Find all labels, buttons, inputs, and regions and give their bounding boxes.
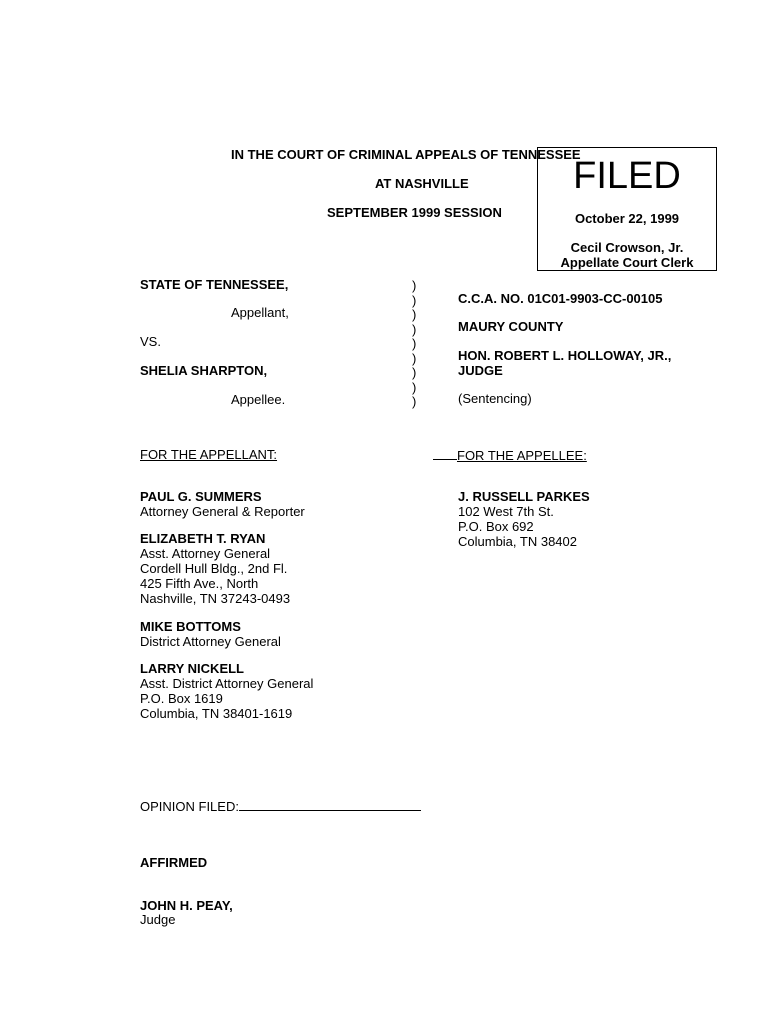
counsel-line: Columbia, TN 38401-1619 — [140, 706, 293, 721]
paren-column — [412, 279, 416, 410]
paren-mark: ) — [412, 365, 417, 380]
clerk-name: Cecil Crowson, Jr. — [570, 240, 684, 255]
counsel-line: District Attorney General — [140, 634, 281, 649]
appellant-name: STATE OF TENNESSEE, — [140, 277, 289, 292]
counsel-line: Nashville, TN 37243-0493 — [140, 591, 291, 606]
paren-mark: ) — [412, 307, 417, 322]
paren-mark: ) — [412, 379, 417, 395]
filed-stamp — [537, 147, 717, 271]
paren-mark: ) — [412, 394, 417, 409]
appellant-counsel-heading: FOR THE APPELLANT: — [140, 447, 278, 462]
paren-mark: ) — [412, 336, 417, 351]
court-location: AT NASHVILLE — [375, 176, 469, 191]
case-nature: (Sentencing) — [458, 391, 532, 406]
appellee-counsel-heading-wrap — [433, 447, 587, 463]
counsel-line: Asst. District Attorney General — [140, 676, 314, 691]
counsel-line: 102 West 7th St. — [458, 504, 554, 519]
opinion-filed-row — [140, 798, 421, 814]
counsel-line: P.O. Box 692 — [458, 519, 534, 534]
counsel-entry — [140, 661, 313, 721]
versus: VS. — [140, 334, 161, 349]
counsel-line: Cordell Hull Bldg., 2nd Fl. — [140, 561, 288, 576]
author-title: Judge — [140, 912, 176, 927]
appellant-role: Appellant, — [231, 305, 289, 320]
opinion-filed-label: OPINION FILED: — [140, 799, 239, 814]
trial-judge-title: JUDGE — [458, 363, 503, 378]
trial-judge: HON. ROBERT L. HOLLOWAY, JR., — [458, 348, 672, 363]
counsel-line: Asst. Attorney General — [140, 546, 271, 561]
counsel-name: ELIZABETH T. RYAN — [140, 531, 266, 546]
counsel-name: LARRY NICKELL — [140, 661, 244, 676]
disposition: AFFIRMED — [140, 855, 208, 870]
counsel-line: P.O. Box 1619 — [140, 691, 223, 706]
opinion-filed-line — [239, 798, 421, 811]
counsel-entry — [140, 619, 313, 649]
counsel-line: 425 Fifth Ave., North — [140, 576, 259, 591]
counsel-name: MIKE BOTTOMS — [140, 619, 241, 634]
court-name: IN THE COURT OF CRIMINAL APPEALS OF TENNESSEE — [231, 147, 581, 162]
filed-stamp-title: FILED — [573, 155, 681, 197]
counsel-entry — [140, 531, 313, 606]
counsel-name: J. RUSSELL PARKES — [458, 489, 590, 504]
appellant-counsel-block — [140, 489, 313, 721]
appellee-counsel-block — [458, 489, 590, 549]
appellee-counsel-heading: FOR THE APPELLEE: — [457, 448, 587, 463]
appellee-name: SHELIA SHARPTON, — [140, 363, 268, 378]
counsel-line: Attorney General & Reporter — [140, 504, 305, 519]
paren-mark: ) — [412, 321, 417, 337]
filed-date: October 22, 1999 — [574, 211, 680, 226]
court-session: SEPTEMBER 1999 SESSION — [327, 205, 502, 220]
author-name: JOHN H. PEAY, — [140, 898, 233, 913]
paren-mark: ) — [412, 278, 417, 293]
case-number: C.C.A. NO. 01C01-9903-CC-00105 — [458, 291, 663, 306]
county: MAURY COUNTY — [458, 319, 564, 334]
counsel-line: Columbia, TN 38402 — [458, 534, 577, 549]
counsel-name: PAUL G. SUMMERS — [140, 489, 262, 504]
heading-underline — [433, 447, 457, 460]
paren-mark: ) — [412, 292, 417, 308]
clerk-title: Appellate Court Clerk — [560, 255, 694, 270]
appellee-role: Appellee. — [231, 392, 286, 407]
counsel-entry — [140, 489, 313, 519]
paren-mark: ) — [412, 350, 417, 366]
